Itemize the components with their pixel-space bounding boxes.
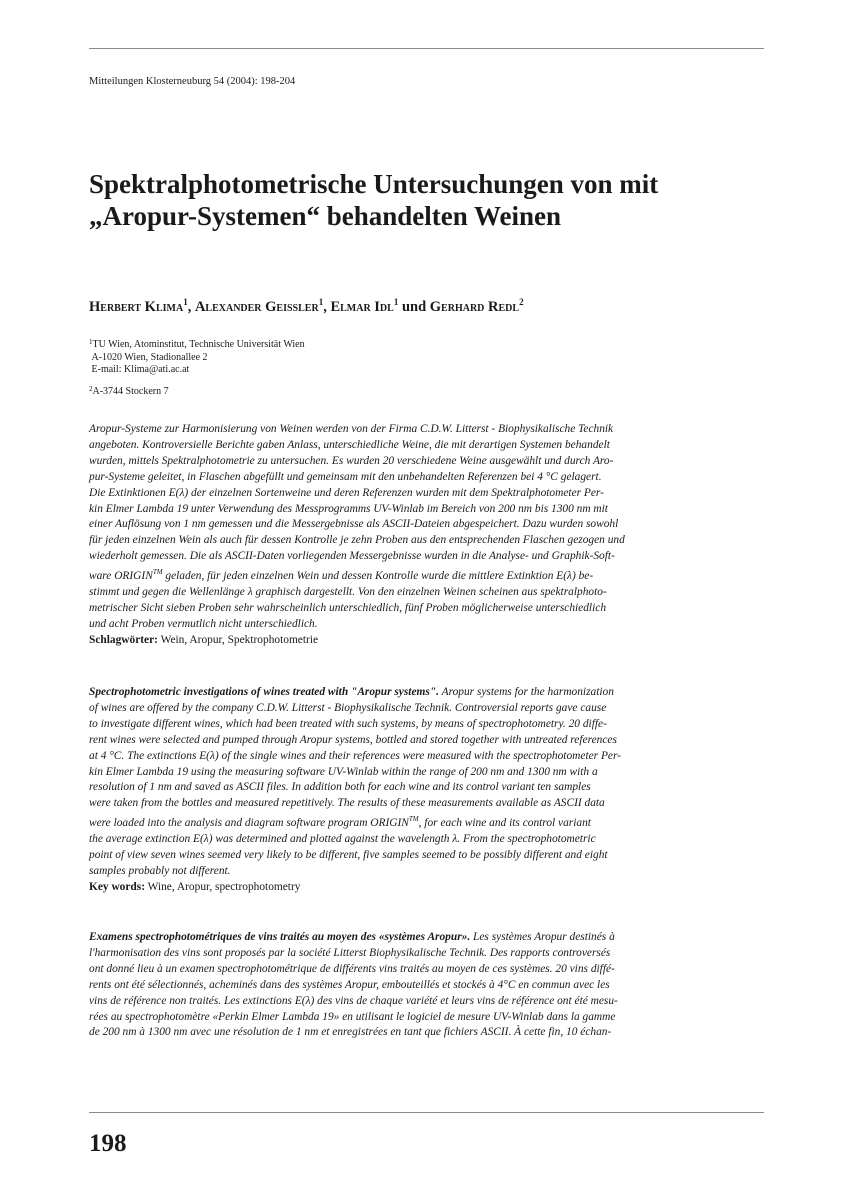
abstract-line: wurden, mittels Spektralphotometrie zu untersuchen. Es wurden 20 verschiedene Weine ausgewählt und durch Aro-: [89, 454, 614, 467]
abstract-line: to investigate different wines, which had been treated with such systems, by means of spectrophotometry. 20 diffe-: [89, 717, 607, 730]
abstract-text: , for each wine and its control variant: [418, 817, 591, 830]
abstract-text: Aropur systems for the harmonization: [438, 686, 614, 698]
abstract-line: samples probably not different.: [89, 864, 231, 877]
abstract-lead-title: Examens spectrophotométriques de vins traités au moyen des «systèmes Aropur».: [89, 931, 471, 943]
page-number: 198: [89, 1130, 127, 1157]
abstract-line: at 4 °C. The extinctions E(λ) of the single wines and their references were measured with the spectrophotometer Per-: [89, 749, 621, 762]
abstract-line: rées au spectrophotomètre «Perkin Elmer Lambda 19» en utilisant le logiciel de mesure UV-Winlab dans la gamme: [89, 1010, 616, 1023]
journal-citation: Mitteilungen Klosterneuburg 54 (2004): 198-204: [89, 76, 296, 87]
affiliation-1-line-3: [89, 364, 305, 377]
article-title: [89, 168, 769, 232]
affiliation-text: A-3744 Stockern 7: [92, 385, 169, 397]
abstract-text: were loaded into the analysis and diagram software program ORIGIN: [89, 817, 409, 830]
author-affiliation-mark: 1: [183, 297, 188, 307]
affiliation-1-line-1: [89, 336, 305, 352]
affiliation-1-line-2: [89, 352, 305, 365]
affiliation-email: E-mail: Klima@ati.ac.at: [91, 364, 190, 376]
affiliation-mark: 2: [89, 384, 93, 393]
abstract-line: vins de référence non traités. Les extinctions E(λ) des vins de chaque variété et leurs vins de référence ont été mesu-: [89, 994, 618, 1007]
abstract-line: Die Extinktionen E(λ) der einzelnen Sortenweine und deren Referenzen wurden mit dem Spektralphotometer Per-: [89, 486, 604, 499]
abstract-text: geladen, für jeden einzelnen Wein und dessen Kontrolle wurde die mittlere Extinktion E(λ) be-: [162, 569, 594, 582]
abstract-line: de 200 nm à 1300 nm avec une résolution de 1 nm et enregistrées en tant que fichiers ASCII. À cette fin, 10 échan-: [89, 1026, 612, 1039]
abstract-line: ont donné lieu à un examen spectrophotométrique de différents vins traités au moyen de ces systèmes. 20 vins diffé-: [89, 962, 615, 975]
header-rule: [89, 48, 764, 49]
author-affiliation-mark: 1: [318, 297, 324, 307]
keywords-text: Wine, Aropur, spectrophotometry: [145, 880, 301, 893]
author-name: Alexander Geissler: [194, 299, 319, 315]
abstract-text: Les systèmes Aropur destinés à: [470, 931, 615, 943]
trademark-mark: TM: [408, 815, 419, 824]
abstract-line: metrischer Sicht sieben Proben sehr wahrscheinlich unterschiedlich, fünf Proben möglicherweise unterschiedlich: [89, 601, 607, 614]
abstract-line: rent wines were selected and pumped through Aropur systems, bottled and stored together with untreated references: [89, 733, 617, 746]
abstract-line: were taken from the bottles and measured repetitively. The results of these measurements available as ASCII data: [89, 797, 605, 810]
abstract-french: [89, 930, 764, 1041]
author-separator: ,: [187, 299, 195, 315]
abstract-line: und acht Proben vermutlich nicht unterschiedlich.: [89, 617, 318, 630]
author-affiliation-mark: 1: [393, 297, 399, 307]
abstract-line: einer Auflösung von 1 nm gemessen und die Messergebnisse als ASCII-Dateien abgespeichert. Dazu wurden sowohl: [89, 518, 619, 531]
author-separator: ,: [323, 299, 331, 315]
author-affiliation-mark: 2: [519, 297, 524, 307]
author-name: Herbert Klima: [89, 299, 184, 315]
trademark-mark: TM: [152, 568, 163, 577]
abstract-line: of wines are offered by the company C.D.W. Litterst - Biophysikalische Technik. Controversial reports gave cause: [89, 701, 607, 714]
keywords-label: Schlagwörter:: [89, 633, 158, 646]
affiliations: [89, 336, 305, 398]
abstract-line: [89, 565, 764, 585]
abstract-line: [89, 685, 764, 701]
abstract-line: kin Elmer Lambda 19 using the measuring software UV-Winlab within the range of 200 nm and 1300 nm with a: [89, 765, 598, 778]
abstract-line: the average extinction E(λ) was determined and plotted against the wavelength λ. From the spectrophotometric: [89, 832, 596, 845]
affiliation-text: A-1020 Wien, Stadionallee 2: [91, 351, 208, 363]
author-name: Elmar Idl: [330, 299, 394, 315]
abstract-lead-title: Spectrophotometric investigations of wines treated with "Aropur systems".: [89, 686, 439, 698]
abstract-line: für jeden einzelnen Wein als auch für dessen Kontrolle je zehn Proben aus den entsprechenden Flaschen gezogen und: [89, 534, 625, 547]
abstract-text: ware ORIGIN: [89, 569, 153, 582]
abstract-line: l'harmonisation des vins sont proposés par la société Litterst Biophysikalische Technik. Des rapports controversés: [89, 946, 611, 959]
keywords-line: [89, 633, 764, 649]
abstract-line: [89, 812, 764, 832]
footer-rule: [89, 1112, 764, 1113]
keywords-line: [89, 880, 764, 896]
abstract-line: rents ont été sélectionnés, acheminés dans des systèmes Aropur, embouteillés et stockés à 4°C en commun avec les: [89, 978, 610, 991]
affiliation-text: TU Wien, Atominstitut, Technische Universität Wien: [92, 339, 305, 350]
author-separator: und: [398, 299, 430, 315]
title-line-1: Spektralphotometrische Untersuchungen von mit: [89, 169, 659, 199]
abstract-english: [89, 685, 764, 896]
abstract-line: resolution of 1 nm and saved as ASCII files. In addition both for each wine and its control variant ten samples: [89, 781, 591, 794]
abstract-german: [89, 422, 764, 648]
title-line-2: „Aropur-Systemen“ behandelten Weinen: [89, 201, 562, 231]
abstract-line: stimmt und gegen die Wellenlänge λ graphisch dargestellt. Von den einzelnen Weinen scheinen aus spektralphoto-: [89, 585, 607, 598]
author-list: [89, 297, 524, 316]
author-name: Gerhard Redl: [429, 299, 520, 315]
abstract-line: Aropur-Systeme zur Harmonisierung von Weinen werden von der Firma C.D.W. Litterst - Biophysikalische Technik: [89, 423, 614, 435]
abstract-line: pur-Systeme geleitet, in Flaschen abgefüllt und gemeinsam mit den unbehandelten Referenzen bei 4 °C gelagert.: [89, 470, 602, 483]
abstract-line: [89, 930, 764, 946]
abstract-line: angeboten. Kontroversielle Berichte gaben Anlass, unterschiedliche Weine, die mit derartigen Systemen behandelt: [89, 438, 610, 451]
keywords-label: Key words:: [89, 880, 145, 893]
keywords-text: Wein, Aropur, Spektrophotometrie: [157, 633, 319, 646]
abstract-line: kin Elmer Lambda 19 unter Verwendung des Messprogramms UV-Winlab im Bereich von 200 nm bis 1300 nm mit: [89, 502, 608, 515]
abstract-line: point of view seven wines seemed very likely to be different, five samples seemed to be possibly different and eight: [89, 848, 608, 861]
affiliation-mark: 1: [89, 338, 93, 346]
affiliation-2-line-1: [89, 383, 305, 399]
abstract-line: wiederholt gemessen. Die als ASCII-Daten vorliegenden Messergebnisse wurden in die Analyse- und Graphik-Soft-: [89, 550, 615, 563]
